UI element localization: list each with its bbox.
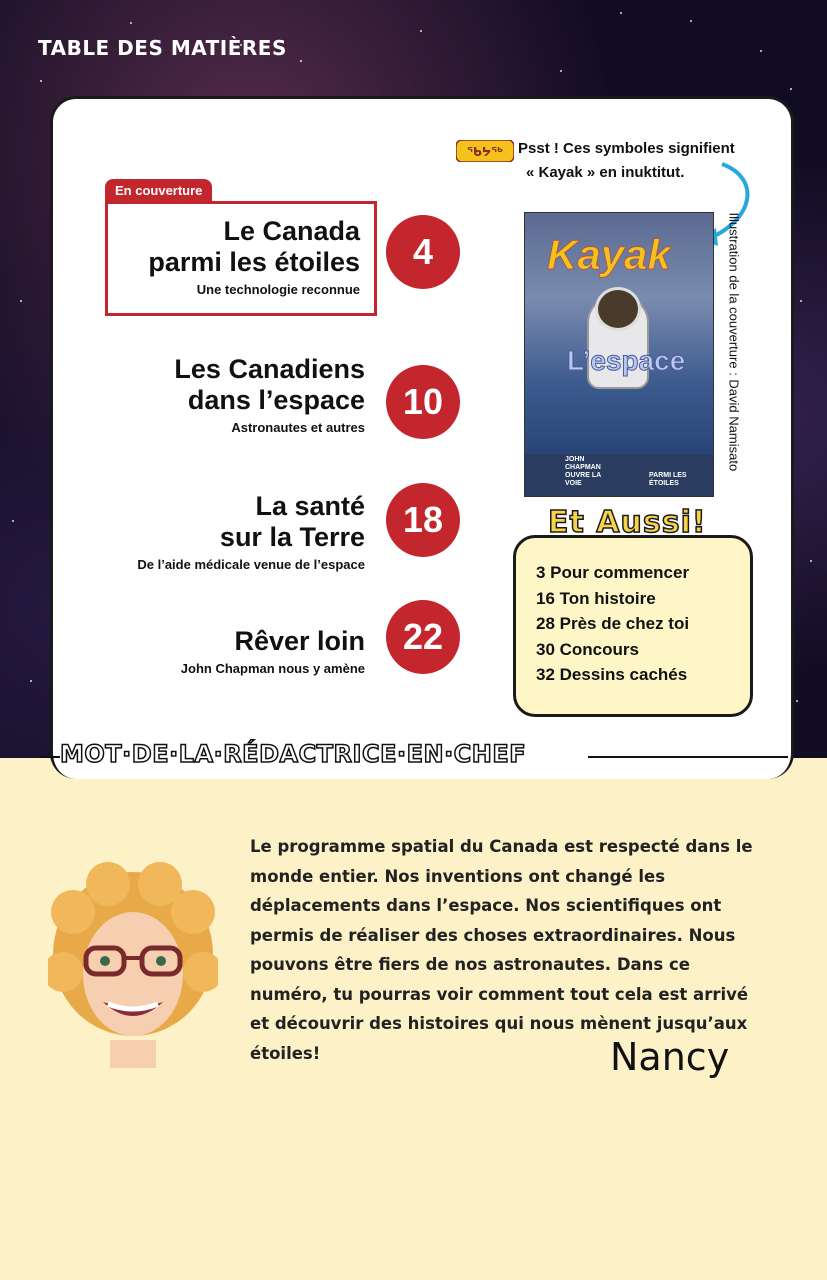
page-title: TABLE DES MATIÈRES bbox=[38, 36, 287, 60]
astronaut-helmet bbox=[595, 287, 641, 331]
page-number-badge: 22 bbox=[386, 600, 460, 674]
magazine-caption-right: PARMI LES ÉTOILES bbox=[649, 472, 687, 487]
et-aussi-title: Et Aussi! bbox=[548, 505, 707, 540]
toc-item-subtitle: Une technologie reconnue bbox=[196, 282, 360, 297]
page-number-badge: 18 bbox=[386, 483, 460, 557]
toc-item-title: Les Canadiens bbox=[174, 354, 365, 384]
toc-item-subtitle: Astronautes et autres bbox=[231, 420, 365, 435]
toc-item-title: parmi les étoiles bbox=[148, 247, 360, 277]
editor-avatar bbox=[48, 862, 218, 1068]
magazine-footer bbox=[525, 454, 713, 496]
illustration-credit bbox=[720, 212, 742, 496]
inuktitut-syllabics-icon bbox=[456, 140, 514, 162]
editor-signature: Nancy bbox=[610, 1035, 730, 1079]
list-item[interactable]: 32 Dessins cachés bbox=[536, 665, 688, 684]
toc-item-title: La santé bbox=[255, 491, 365, 521]
toc-item-subtitle: John Chapman nous y amène bbox=[180, 661, 365, 676]
list-item[interactable]: 28 Près de chez toi bbox=[536, 614, 690, 633]
toc-item-subtitle: De l’aide médicale venue de l’espace bbox=[137, 557, 365, 572]
editor-message: Le programme spatial du Canada est respecté dans le monde entier. Nos inventions ont changé les déplacements dans l’espace. Nos scientifiques ont permis de réaliser des choses extraordinaires. Nous pouvons être fiers de nos astronautes. Dans ce numéro, tu pourras voir comment tout cela est arrivé et découvrir des histoires qui nous mènent jusqu’aux étoiles! bbox=[250, 837, 753, 1063]
toc-item[interactable] bbox=[174, 354, 365, 435]
list-item[interactable]: 3 Pour commencer bbox=[536, 563, 690, 582]
magazine-title: Kayak bbox=[547, 231, 671, 278]
et-aussi-box bbox=[513, 535, 753, 717]
magazine-theme: L’espace bbox=[567, 345, 686, 376]
svg-text:ᖃᔭᖅ: ᖃᔭᖅ bbox=[466, 145, 504, 159]
divider bbox=[588, 756, 788, 758]
toc-item[interactable] bbox=[137, 491, 365, 572]
divider bbox=[40, 756, 60, 758]
editor-heading: MOT·DE·LA·RÉDACTRICE·EN·CHEF bbox=[60, 740, 527, 768]
magazine-cover[interactable] bbox=[524, 212, 714, 497]
cover-tag: En couverture bbox=[105, 179, 212, 202]
toc-item-title: Le Canada bbox=[223, 216, 360, 246]
cover-story-box bbox=[105, 201, 377, 316]
psst-line-2: « Kayak » en inuktitut. bbox=[526, 164, 685, 181]
toc-item[interactable] bbox=[148, 216, 360, 297]
page-number-badge: 4 bbox=[386, 215, 460, 289]
illustration-credit-text: Illustration de la couverture : David Namisato bbox=[726, 212, 742, 472]
page-number-badge: 10 bbox=[386, 365, 460, 439]
toc-item-title: dans l’espace bbox=[187, 385, 365, 415]
toc-item[interactable] bbox=[181, 626, 365, 676]
magazine-caption-left: JOHN CHAPMAN OUVRE LA VOIE bbox=[565, 456, 601, 487]
toc-item-title: sur la Terre bbox=[219, 522, 365, 552]
toc-item-title: Rêver loin bbox=[234, 626, 365, 656]
list-item[interactable]: 30 Concours bbox=[536, 639, 639, 659]
psst-line-1: Psst ! Ces symboles signifient bbox=[518, 140, 735, 157]
list-item[interactable]: 16 Ton histoire bbox=[536, 588, 656, 608]
